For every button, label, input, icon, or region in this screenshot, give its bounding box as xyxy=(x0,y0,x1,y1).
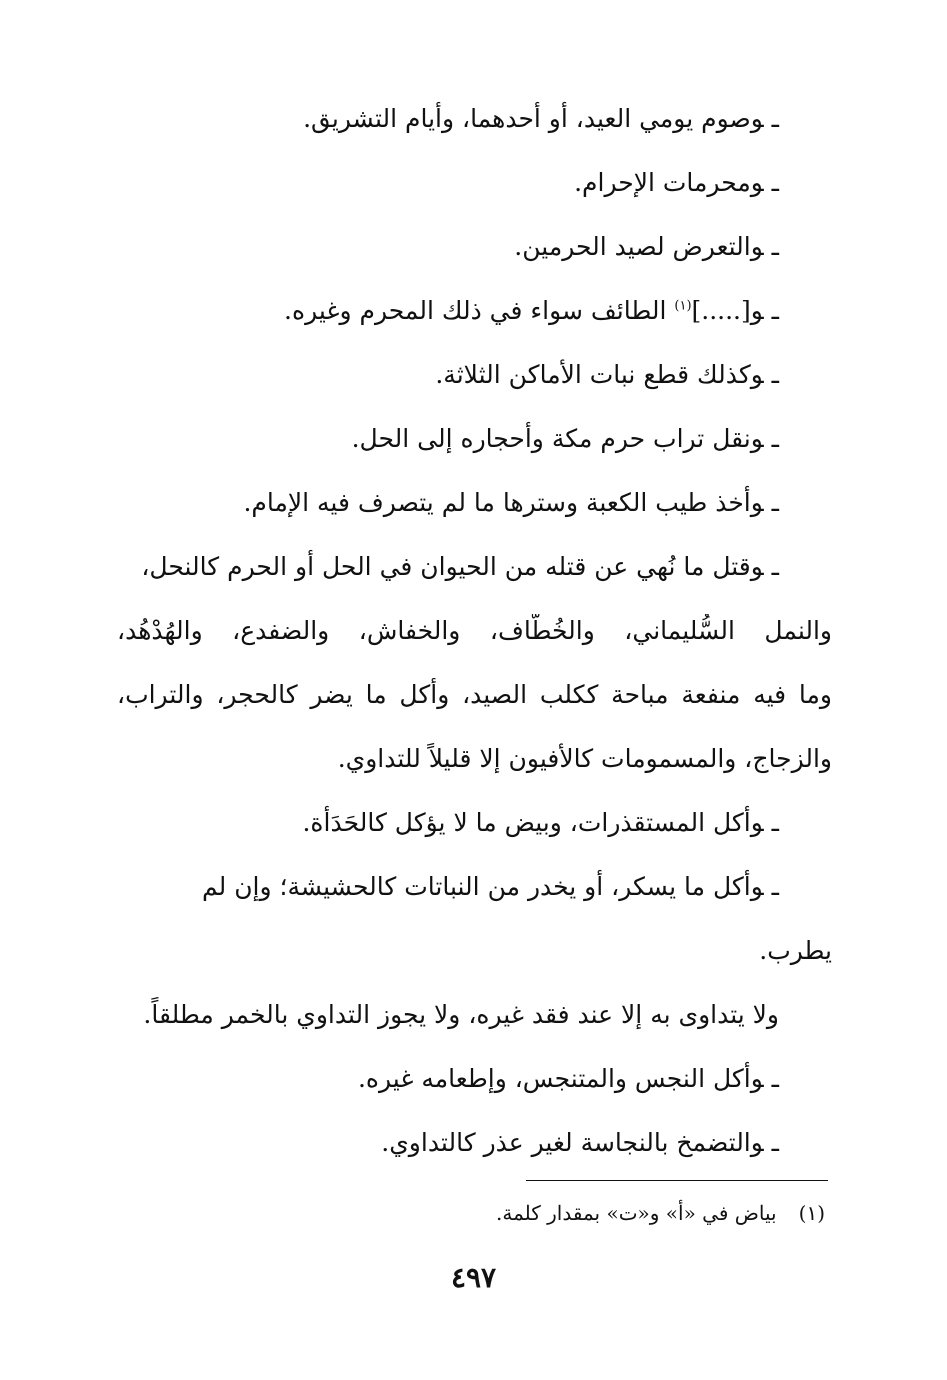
footnote-number: (١) xyxy=(798,1201,825,1225)
text-line-soil xyxy=(64,422,779,456)
line-text: والتعرض لصيد الحرمين. xyxy=(514,232,764,261)
text-line-impure xyxy=(64,1062,779,1096)
text-line-kaaba xyxy=(64,486,779,520)
line-text: وأكل المستقذرات، وبيض ما لا يؤكل كالحَدَأة. xyxy=(302,808,764,837)
line-text: والنمل السُّليماني، والخُطَّاف، والخفاش، والضفدع، والهُدْهُد، xyxy=(117,616,832,645)
footnote-text: بياض في «أ» و«ت» بمقدار كلمة. xyxy=(496,1201,777,1225)
text-line-benefit xyxy=(117,678,832,712)
line-dash: ـ xyxy=(771,360,779,389)
line-dash: ـ xyxy=(771,872,779,901)
line-text: ومحرمات الإحرام. xyxy=(574,168,764,197)
line-dash: ـ xyxy=(771,1128,779,1157)
text-line-ihram xyxy=(64,166,779,200)
text-line-smearing xyxy=(64,1126,779,1160)
line-dash: ـ xyxy=(771,104,779,133)
line-dash: ـ xyxy=(771,552,779,581)
line-dash: ـ xyxy=(771,232,779,261)
line-text-before: و[.....] xyxy=(691,296,764,325)
text-line-yatrab xyxy=(117,934,832,968)
text-line-plants xyxy=(64,358,779,392)
line-dash: ـ xyxy=(771,168,779,197)
line-text: يطرب. xyxy=(759,936,832,965)
line-text: وأخذ طيب الكعبة وسترها ما لم يتصرف فيه الإمام. xyxy=(243,488,764,517)
text-line-filth xyxy=(64,806,779,840)
line-text: وصوم يومي العيد، أو أحدهما، وأيام التشريق. xyxy=(303,104,764,133)
text-line-killing xyxy=(64,550,779,584)
text-line-intoxicants xyxy=(64,870,779,904)
text-line-glass xyxy=(117,742,832,776)
footnote-divider xyxy=(526,1180,828,1181)
line-dash: ـ xyxy=(771,1064,779,1093)
line-text: وما فيه منفعة مباحة ككلب الصيد، وأكل ما يضر كالحجر، والتراب، xyxy=(117,680,832,709)
line-text: وأكل النجس والمتنجس، وإطعامه غيره. xyxy=(357,1064,764,1093)
line-text: والتضمخ بالنجاسة لغير عذر كالتداوي. xyxy=(381,1128,764,1157)
footnote-reference: (١) xyxy=(674,298,692,314)
text-line-hunting xyxy=(64,230,779,264)
line-text-after: الطائف سواء في ذلك المحرم وغيره. xyxy=(284,296,675,325)
text-line-animals xyxy=(117,614,832,648)
line-text: ونقل تراب حرم مكة وأحجاره إلى الحل. xyxy=(351,424,764,453)
text-line-taif xyxy=(64,294,779,328)
line-text: ولا يتداوى به إلا عند فقد غيره، ولا يجوز التداوي بالخمر مطلقاً. xyxy=(143,1000,779,1029)
line-text: وأكل ما يسكر، أو يخدر من النباتات كالحشيشة؛ وإن لم xyxy=(202,872,764,901)
line-dash: ـ xyxy=(771,488,779,517)
footnote xyxy=(496,1198,825,1228)
line-text: والزجاج، والمسمومات كالأفيون إلا قليلاً للتداوي. xyxy=(337,744,832,773)
line-text: وكذلك قطع نبات الأماكن الثلاثة. xyxy=(435,360,764,389)
line-dash: ـ xyxy=(771,296,779,325)
line-text: وقتل ما نُهي عن قتله من الحيوان في الحل أو الحرم كالنحل، xyxy=(141,552,764,581)
page-number: ٤٩٧ xyxy=(450,1261,497,1294)
text-line-fasting-eid xyxy=(64,102,779,136)
text-line-medication xyxy=(64,998,779,1032)
line-dash: ـ xyxy=(771,424,779,453)
line-dash: ـ xyxy=(771,808,779,837)
